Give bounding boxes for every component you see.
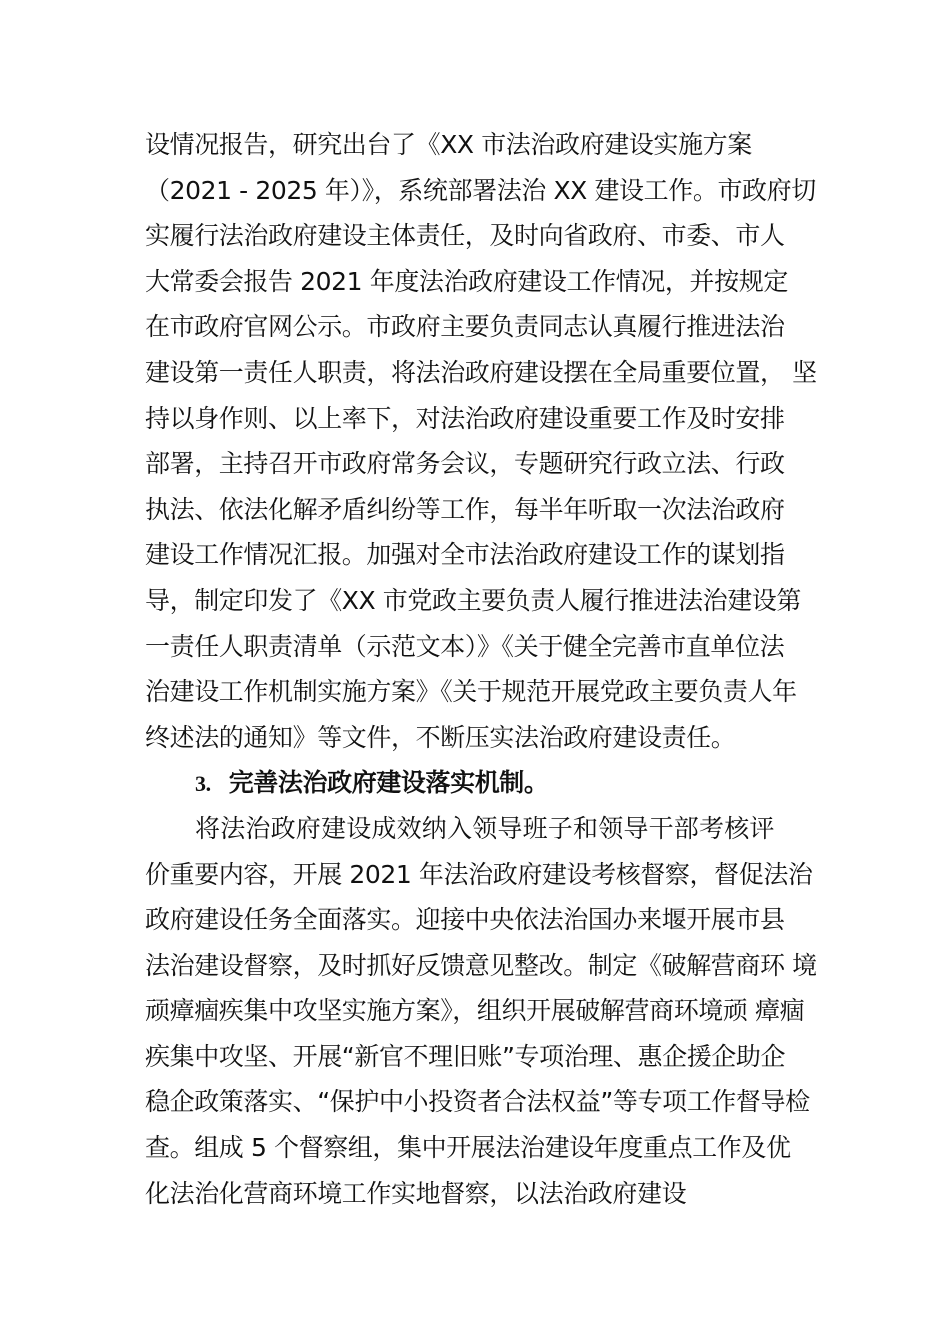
text-line: 疾集中攻坚、开展“新官不理旧账”专项治理、惠企援企助企 [145, 1041, 786, 1071]
text-line: 执法、依法化解矛盾纠纷等工作，每半年听取一次法治政府 [145, 494, 785, 524]
text-line: 建设第一责任人职责，将法治政府建设摆在全局重要位置， 坚 [145, 357, 817, 387]
section-heading [145, 760, 825, 806]
text-line: （2021 - 2025 年）》，系统部署法治 XX 建设工作。市政府切 [145, 175, 816, 205]
text-line: 建设工作情况汇报。加强对全市法治政府建设工作的谋划指 [145, 540, 785, 570]
text-line: 部署，主持召开市政府常务会议，专题研究行政立法、行政 [145, 449, 785, 479]
text-line: 法治建设督察，及时抓好反馈意见整改。制定《破解营商环 境 [145, 950, 817, 980]
text-line: 大常委会报告 2021 年度法治政府建设工作情况，并按规定 [145, 266, 788, 296]
text-line: 设情况报告，研究出台了《XX 市法治政府建设实施方案 [145, 130, 752, 159]
text-line: 政府建设任务全面落实。迎接中央依法治国办来堰开展市县 [145, 905, 785, 935]
text-line: 顽瘴痼疾集中攻坚实施方案》，组织开展破解营商环境顽 瘴痼 [145, 996, 805, 1026]
paragraph-responsibility [145, 122, 825, 760]
text-line: 持以身作则、以上率下，对法治政府建设重要工作及时安排 [145, 403, 785, 433]
text-line: 将法治政府建设成效纳入领导班子和领导干部考核评 [195, 813, 775, 843]
heading-number: 3. [195, 771, 211, 797]
text-line: 价重要内容，开展 2021 年法治政府建设考核督察，督促法治 [145, 859, 813, 889]
paragraph-implementation [145, 806, 825, 1216]
text-line: 稳企政策落实、“保护中小投资者合法权益”等专项工作督导检 [145, 1087, 810, 1117]
text-line: 一责任人职责清单（示范文本）》《关于健全完善市直单位法 [145, 631, 785, 661]
text-line: 治建设工作机制实施方案》《关于规范开展党政主要负责人年 [145, 677, 797, 707]
text-line: 实履行法治政府建设主体责任，及时向省政府、市委、市人 [145, 221, 785, 251]
document-page [145, 122, 825, 1216]
text-line: 化法治化营商环境工作实地督察，以法治政府建设 [145, 1178, 687, 1208]
text-line: 在市政府官网公示。市政府主要负责同志认真履行推进法治 [145, 312, 785, 342]
text-line: 终述法的通知》等文件，不断压实法治政府建设责任。 [145, 722, 736, 752]
text-line: 导，制定印发了《XX 市党政主要负责人履行推进法治建设第 [145, 585, 802, 615]
heading-title: 完善法治政府建设落实机制。 [228, 768, 549, 798]
text-line: 查。组成 5 个督察组，集中开展法治建设年度重点工作及优 [145, 1133, 791, 1163]
